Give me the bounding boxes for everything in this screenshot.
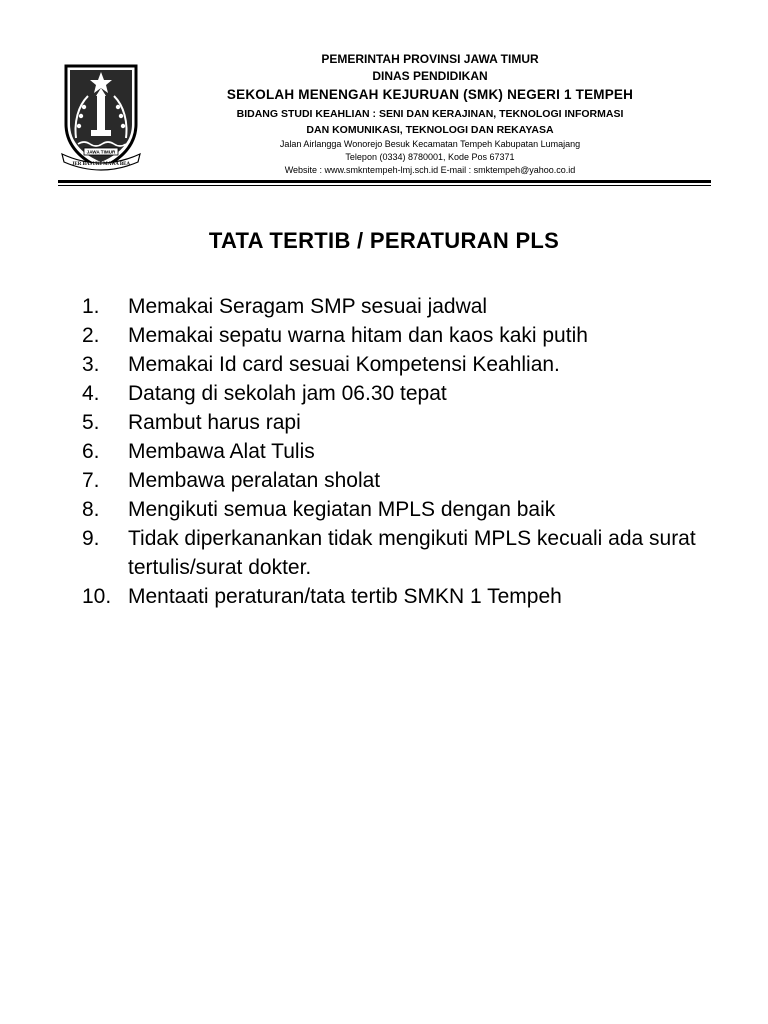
list-item-number: 9.	[82, 527, 100, 550]
letterhead-field-line-2: DAN KOMUNIKASI, TEKNOLOGI DAN REKAYASA	[306, 124, 554, 136]
emblem-ribbon-text: JER BASUKI MAWA BEA	[71, 162, 131, 167]
letterhead-agency: DINAS PENDIDIKAN	[372, 69, 488, 83]
list-item-text: Mengikuti semua kegiatan MPLS dengan baik	[128, 498, 556, 521]
list-item-text: Mentaati peraturan/tata tertib SMKN 1 Tempeh	[128, 585, 562, 608]
list-item-text: Datang di sekolah jam 06.30 tepat	[128, 382, 447, 405]
letterhead-government: PEMERINTAH PROVINSI JAWA TIMUR	[321, 52, 539, 66]
list-item-text: Memakai sepatu warna hitam dan kaos kaki putih	[128, 324, 588, 347]
east-java-emblem-icon	[60, 62, 142, 172]
letterhead-web: Website : www.smkntempeh-lmj.sch.id E-mail : smktempeh@yahoo.co.id	[284, 165, 576, 175]
list-item-number: 2.	[82, 324, 100, 347]
rules-list	[82, 292, 722, 611]
list-item-number: 5.	[82, 411, 100, 434]
list-item-number: 10.	[82, 585, 112, 608]
letterhead-field-line-1: BIDANG STUDI KEAHLIAN : SENI DAN KERAJINAN, TEKNOLOGI INFORMASI	[236, 108, 624, 120]
list-item-number: 3.	[82, 353, 100, 376]
list-item	[82, 466, 722, 495]
list-item-number: 4.	[82, 382, 100, 405]
list-item-text: Memakai Id card sesuai Kompetensi Keahlian.	[128, 353, 560, 376]
list-item	[82, 408, 722, 437]
list-item	[82, 437, 722, 466]
letterhead-divider-thick	[58, 180, 711, 183]
letterhead-school-name: SEKOLAH MENENGAH KEJURUAN (SMK) NEGERI 1 TEMPEH	[226, 87, 634, 102]
letterhead-divider-thin	[58, 185, 711, 186]
list-item-number: 8.	[82, 498, 100, 521]
list-item-text: Rambut harus rapi	[128, 411, 301, 434]
list-item	[82, 524, 722, 582]
emblem-banner-text: JAWA TIMUR	[86, 149, 116, 155]
list-item-text: Memakai Seragam SMP sesuai jadwal	[128, 295, 488, 318]
list-item	[82, 379, 722, 408]
list-item	[82, 292, 722, 321]
list-item-number: 6.	[82, 440, 100, 463]
list-item-text: Membawa peralatan sholat	[128, 469, 381, 492]
list-item	[82, 350, 722, 379]
list-item-text: Membawa Alat Tulis	[128, 440, 315, 463]
document-title: TATA TERTIB / PERATURAN PLS	[208, 228, 560, 253]
list-item	[82, 321, 722, 350]
letterhead-address: Jalan Airlangga Wonorejo Besuk Kecamatan Tempeh Kabupatan Lumajang	[279, 139, 581, 149]
list-item-number: 1.	[82, 295, 100, 318]
list-item	[82, 582, 722, 611]
list-item	[82, 495, 722, 524]
letterhead-phone: Telepon (0334) 8780001, Kode Pos 67371	[345, 152, 515, 162]
list-item-number: 7.	[82, 469, 100, 492]
list-item-text: Tidak diperkanankan tidak mengikuti MPLS kecuali ada surat tertulis/surat dokter.	[128, 527, 696, 579]
